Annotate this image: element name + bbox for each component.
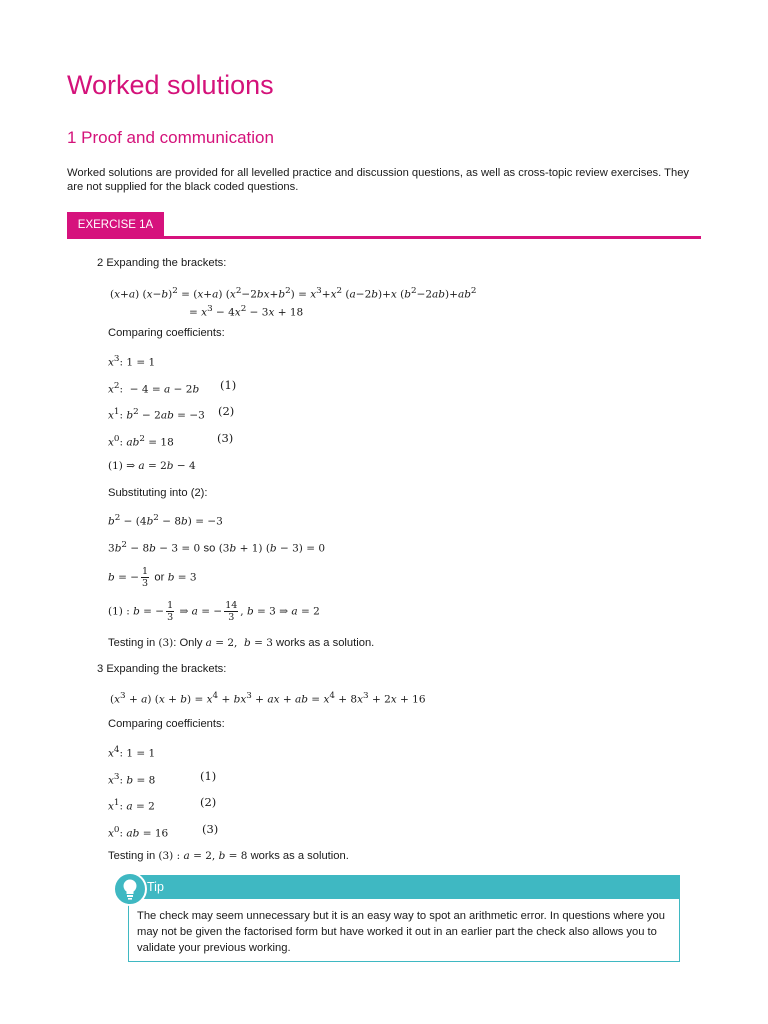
equation-tag: (1) [200, 769, 217, 783]
substituting-label: Substituting into (2): [108, 487, 208, 499]
question-2-heading [97, 256, 226, 270]
equation-expansion: (x+a) $(x-b)^2 = (x+a) (x^2-2bx+b^2) = x^3+x^2$ (a−2b)+x $(b^2-2ab)+ab^2$ [110, 286, 477, 301]
testing-prefix: Testing in [108, 850, 156, 862]
so-word: so [203, 542, 216, 555]
question-3-heading [97, 662, 226, 676]
intro-paragraph: Worked solutions are provided for all levelled practice and discussion questions, as well as cross-topic review exercises. They are not supplied for the black coded questions. [67, 167, 690, 193]
tip-text: The check may seem unnecessary but it is an easy way to spot an arithmetic error. In questions where you may not be given the factorised form but have worked it out in an earlier part the check also allows you to validate your previous working. [137, 910, 665, 954]
coefficient-x4: $x^4$: 1 = 1 [108, 745, 156, 760]
tip-header [128, 875, 680, 899]
lightbulb-icon [113, 872, 147, 906]
question-instruction: Expanding the brackets: [106, 257, 227, 269]
testing-mid: : Only [173, 637, 203, 649]
equation-cases: (1) : b = − $\frac{1}{3}$ ⇒ a = − $\frac{14}{3}$ , b = 3 ⇒ a = 2 [108, 600, 320, 623]
question-number: 2 [97, 257, 104, 269]
comparing-label: Comparing coefficients: [108, 718, 225, 730]
equation-expansion: $(x^3 + a) (x + b) = x^4 + bx^3$ + ax + ab = $x^4 + 8x^3 + 2x + 16$ [110, 691, 426, 706]
coefficient-x1: $x^1$: a = 2 [108, 798, 155, 813]
question-instruction: Expanding the brackets: [106, 663, 227, 675]
tip-label: Tip [147, 880, 164, 894]
question-number: 3 [97, 663, 104, 675]
testing-line: Testing in (3) : a = 2, b = 8 works as a solution. [108, 850, 349, 862]
coefficient-x0: $x^0$: $ab^2 = 18$ [108, 434, 174, 449]
coefficient-x2: $x^2$: − 4 = a − 2b [108, 381, 200, 396]
testing-suffix: works as a solution. [276, 637, 375, 649]
equation-tag: (2) [218, 404, 235, 418]
equation-a-from-1: (1) ⇒ a = 2b − 4 [108, 460, 196, 472]
equation-target: = $x^3 - 4x^2 - 3x + 18$ [189, 304, 304, 319]
coefficient-x0: $x^0$: ab = 16 [108, 825, 169, 840]
or-word: or [154, 571, 165, 584]
testing-suffix: works as a solution. [250, 850, 349, 862]
equation-tag: (3) [217, 431, 234, 445]
testing-line: Testing in (3): Only a = 2, b = 3 works as a solution. [108, 637, 375, 649]
exercise-label: EXERCISE 1A [67, 212, 164, 238]
chapter-subtitle: 1 Proof and communication [67, 128, 274, 147]
coefficient-x3: $x^3$: 1 = 1 [108, 354, 156, 369]
equation-tag: (2) [200, 795, 217, 809]
exercise-divider [67, 236, 701, 239]
equation-substitution: $b^2 - (4b^2 - 8b) = -3$ [108, 513, 223, 528]
equation-tag: (3) [202, 822, 219, 836]
page-title: Worked solutions [67, 70, 274, 100]
equation-roots: b = − $\frac{1}{3}$ or b = 3 [108, 566, 197, 589]
equation-quadratic: $3b^2 - 8b - 3 = 0$ so (3b + 1) (b − 3) = 0 [108, 540, 326, 555]
equation-tag: (1) [220, 378, 237, 392]
testing-prefix: Testing in [108, 637, 156, 649]
coefficient-x3: $x^3$: b = 8 [108, 772, 156, 787]
coefficient-x1: $x^1$: $b^2 - 2ab = -3$ [108, 407, 205, 422]
comparing-label: Comparing coefficients: [108, 327, 225, 339]
